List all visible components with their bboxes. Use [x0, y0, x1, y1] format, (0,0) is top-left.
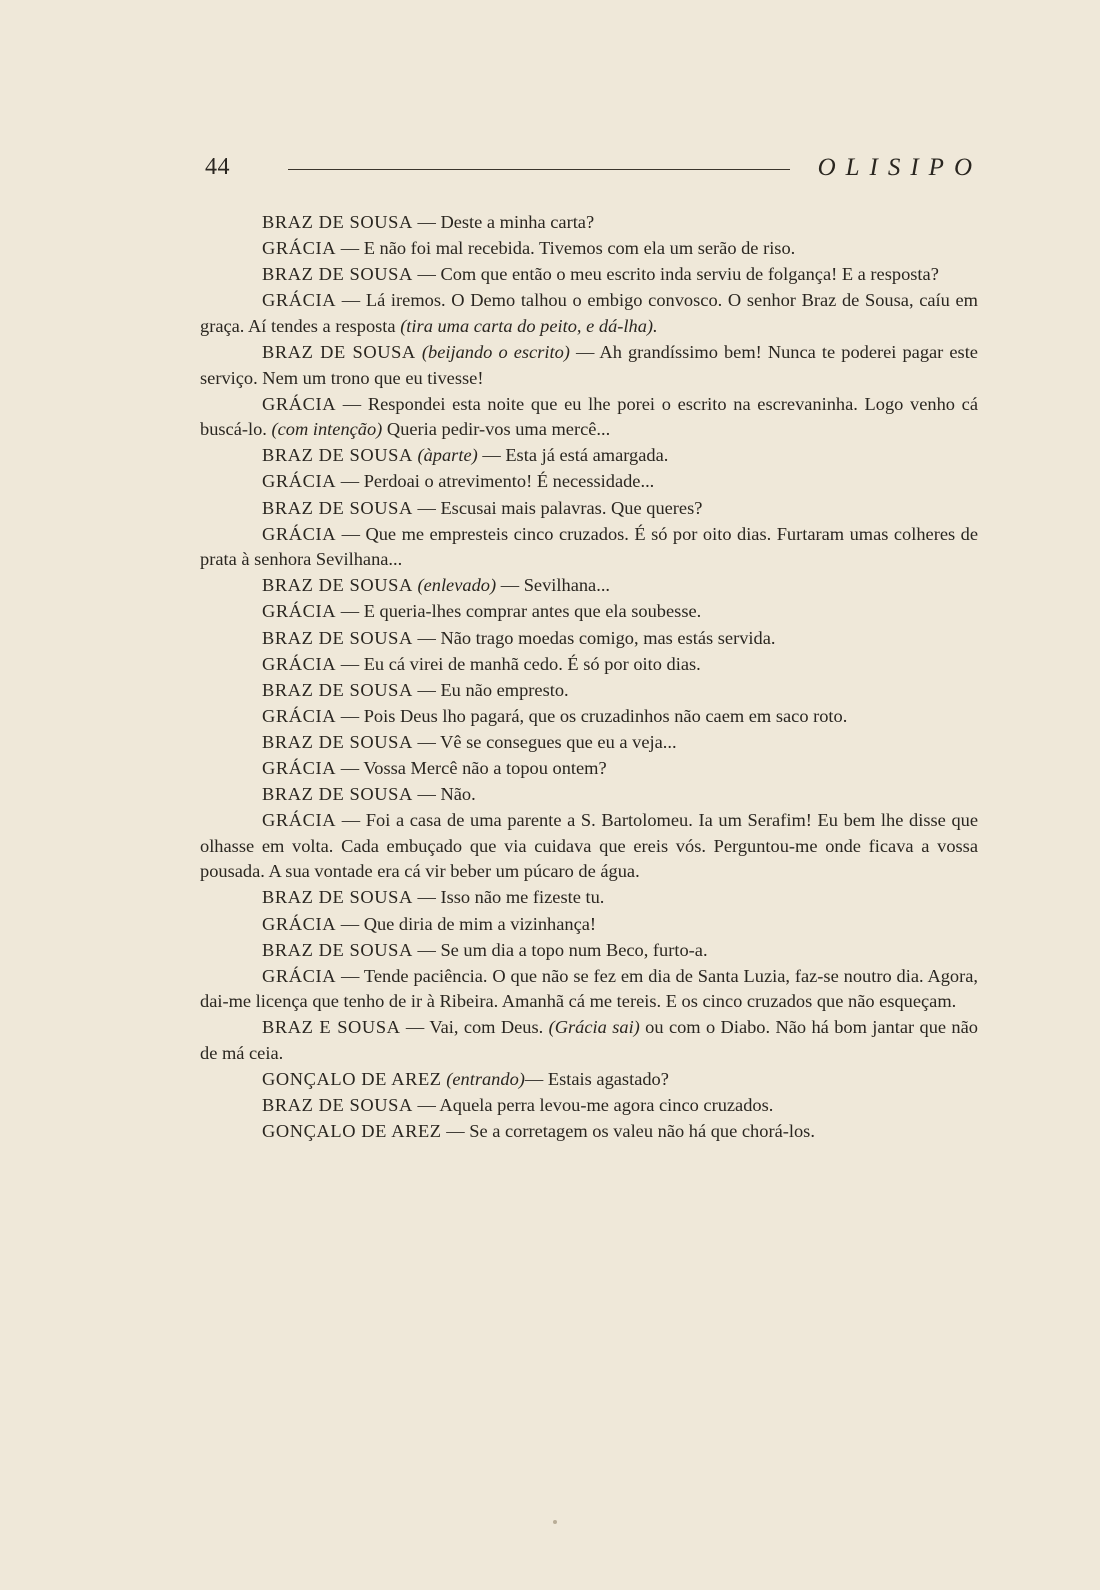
dialogue-text: — Foi a casa de uma parente a S. Bartolomeu. Ia um Serafim! Eu bem lhe disse que olhasse em volta. Cada embuçado que via cuidava que ereis vós. Perguntou-me onde ficava a vossa pousada. A sua vontade era cá vir beber um púcaro de água. [200, 810, 978, 882]
dialogue-paragraph [200, 782, 978, 808]
header-rule [288, 169, 790, 170]
dialogue-paragraph [200, 808, 978, 885]
dialogue-paragraph [200, 522, 978, 573]
speaker-name: BRAZ DE SOUSA [262, 341, 416, 362]
speaker-name: BRAZ DE SOUSA [262, 264, 413, 285]
dialogue-paragraph [200, 1093, 978, 1119]
journal-title: OLISIPO [817, 154, 982, 181]
speaker-name: GRÁCIA [262, 653, 337, 674]
dialogue-text: — Perdoai o atrevimento! É necessidade... [336, 471, 655, 492]
speaker-name: GRÁCIA [262, 705, 337, 726]
dialogue-text: — Que me empresteis cinco cruzados. É só por oito dias. Furtaram umas colheres de prata à senhora Sevilhana... [200, 523, 978, 570]
dialogue-paragraph [200, 573, 978, 599]
dialogue-paragraph [200, 392, 978, 443]
stage-direction: (beijando o escrito) [421, 341, 570, 362]
dialogue-text: — Isso não me fizeste tu. [412, 887, 605, 908]
dialogue-text: — Aquela perra levou-me agora cinco cruzados. [412, 1095, 774, 1116]
speaker-name: GONÇALO DE AREZ [262, 1069, 442, 1090]
stage-direction: (entrando) [446, 1069, 525, 1090]
speaker-name: GRÁCIA [262, 965, 337, 986]
speaker-name: GRÁCIA [262, 393, 337, 414]
dialogue-text: — Que diria de mim a vizinhança! [336, 913, 597, 934]
dialogue-text: — Vai, com Deus. [400, 1017, 549, 1038]
dialogue-paragraph [200, 288, 978, 339]
speaker-name: BRAZ DE SOUSA [262, 784, 413, 805]
paper-speck [553, 1520, 557, 1524]
dialogue-paragraph [200, 912, 978, 938]
speaker-name: GRÁCIA [262, 757, 337, 778]
dialogue-text: — Eu não empresto. [412, 679, 569, 700]
stage-direction: (enlevado) [417, 575, 497, 596]
dialogue-text: — Lá iremos. O Demo talhou o embigo convosco. O senhor Braz de Sousa, caíu em graça. Aí tendes a resposta [200, 290, 978, 336]
speaker-name: GRÁCIA [262, 810, 337, 831]
dialogue-text: — Deste a minha carta? [412, 212, 595, 232]
dialogue-paragraph [200, 652, 978, 678]
speaker-name: GRÁCIA [262, 601, 337, 622]
speaker-name: BRAZ DE SOUSA [262, 212, 413, 232]
page-number: 44 [205, 154, 230, 180]
stage-direction: (Grácia sai) [548, 1017, 640, 1038]
speaker-name: GRÁCIA [262, 913, 337, 934]
dialogue-text: — Pois Deus lho pagará, que os cruzadinhos não caem em saco roto. [336, 705, 848, 726]
dialogue-paragraph [200, 704, 978, 730]
speaker-name: GRÁCIA [262, 290, 337, 311]
stage-direction: (tira uma carta do peito, e dá-lha). [400, 315, 658, 336]
dialogue-text: — Eu cá virei de manhã cedo. É só por oito dias. [336, 653, 701, 674]
dialogue-text: — Respondei esta noite que eu lhe porei o escrito na escrevaninha. Logo venho cá buscá-lo. [200, 393, 978, 440]
speaker-name: GONÇALO DE AREZ [262, 1121, 442, 1142]
dialogue-text: — Esta já está amargada. [477, 445, 669, 466]
dialogue-paragraph [200, 340, 978, 391]
dialogue-paragraph [200, 1015, 978, 1066]
speaker-name: BRAZ DE SOUSA [262, 939, 413, 960]
dialogue-text: — Vossa Mercê não a topou ontem? [336, 757, 607, 778]
speaker-name: GRÁCIA [262, 523, 337, 544]
dialogue-text: Queria pedir-vos uma mercê... [382, 419, 611, 440]
dialogue-text: — Sevilhana... [496, 575, 611, 596]
dialogue-text: — E não foi mal recebida. Tivemos com ela um serão de riso. [336, 238, 796, 259]
dialogue-paragraph [200, 626, 978, 652]
speaker-name: BRAZ DE SOUSA [262, 575, 413, 596]
dialogue-paragraph [200, 885, 978, 911]
speaker-name: GRÁCIA [262, 471, 337, 492]
dialogue-text: — Se a corretagem os valeu não há que chorá-los. [441, 1121, 815, 1142]
dialogue-text: — Com que então o meu escrito inda serviu de folgança! E a resposta? [412, 264, 939, 285]
dialogue-text: — Vê se consegues que eu a veja... [412, 731, 677, 752]
speaker-name: BRAZ DE SOUSA [262, 497, 413, 518]
dialogue-paragraph [200, 210, 978, 236]
dialogue-paragraph [200, 678, 978, 704]
speaker-name: BRAZ DE SOUSA [262, 679, 413, 700]
dialogue-paragraph [200, 443, 978, 469]
dialogue-text: — Estais agastado? [524, 1069, 669, 1090]
speaker-name: GRÁCIA [262, 238, 337, 259]
stage-direction: (àparte) [417, 445, 478, 466]
speaker-name: BRAZ DE SOUSA [262, 627, 413, 648]
dialogue-paragraph [200, 599, 978, 625]
dialogue-text: — Tende paciência. O que não se fez em dia de Santa Luzia, faz-se noutro dia. Agora, dai-me licença que tenho de ir à Ribeira. Amanhã cá me tereis. E os cinco cruzados que não esqueçam. [200, 965, 978, 1012]
dialogue-paragraph [200, 469, 978, 495]
speaker-name: BRAZ DE SOUSA [262, 445, 413, 466]
speaker-name: BRAZ DE SOUSA [262, 1095, 413, 1116]
dialogue-body [200, 210, 978, 1145]
dialogue-paragraph [200, 938, 978, 964]
stage-direction: (com intenção) [271, 419, 383, 440]
dialogue-text: ou com o Diabo. Não há bom jantar que não de má ceia. [200, 1017, 978, 1063]
dialogue-text: — Escusai mais palavras. Que queres? [412, 497, 703, 518]
dialogue-paragraph [200, 964, 978, 1015]
dialogue-paragraph [200, 496, 978, 522]
dialogue-text: — Não. [412, 784, 476, 805]
dialogue-paragraph [200, 236, 978, 262]
speaker-name: BRAZ E SOUSA [262, 1017, 401, 1038]
dialogue-text: — Ah grandíssimo bem! Nunca te poderei pagar este serviço. Nem um trono que eu tivesse! [200, 341, 978, 388]
dialogue-text: — Não trago moedas comigo, mas estás servida. [412, 627, 776, 648]
dialogue-text: — E queria-lhes comprar antes que ela soubesse. [336, 601, 702, 622]
speaker-name: BRAZ DE SOUSA [262, 731, 413, 752]
dialogue-paragraph [200, 1067, 978, 1093]
dialogue-paragraph [200, 262, 978, 288]
dialogue-text: — Se um dia a topo num Beco, furto-a. [412, 939, 708, 960]
dialogue-paragraph [200, 730, 978, 756]
page-header [200, 152, 985, 192]
dialogue-paragraph [200, 756, 978, 782]
speaker-name: BRAZ DE SOUSA [262, 887, 413, 908]
dialogue-paragraph [200, 1119, 978, 1145]
